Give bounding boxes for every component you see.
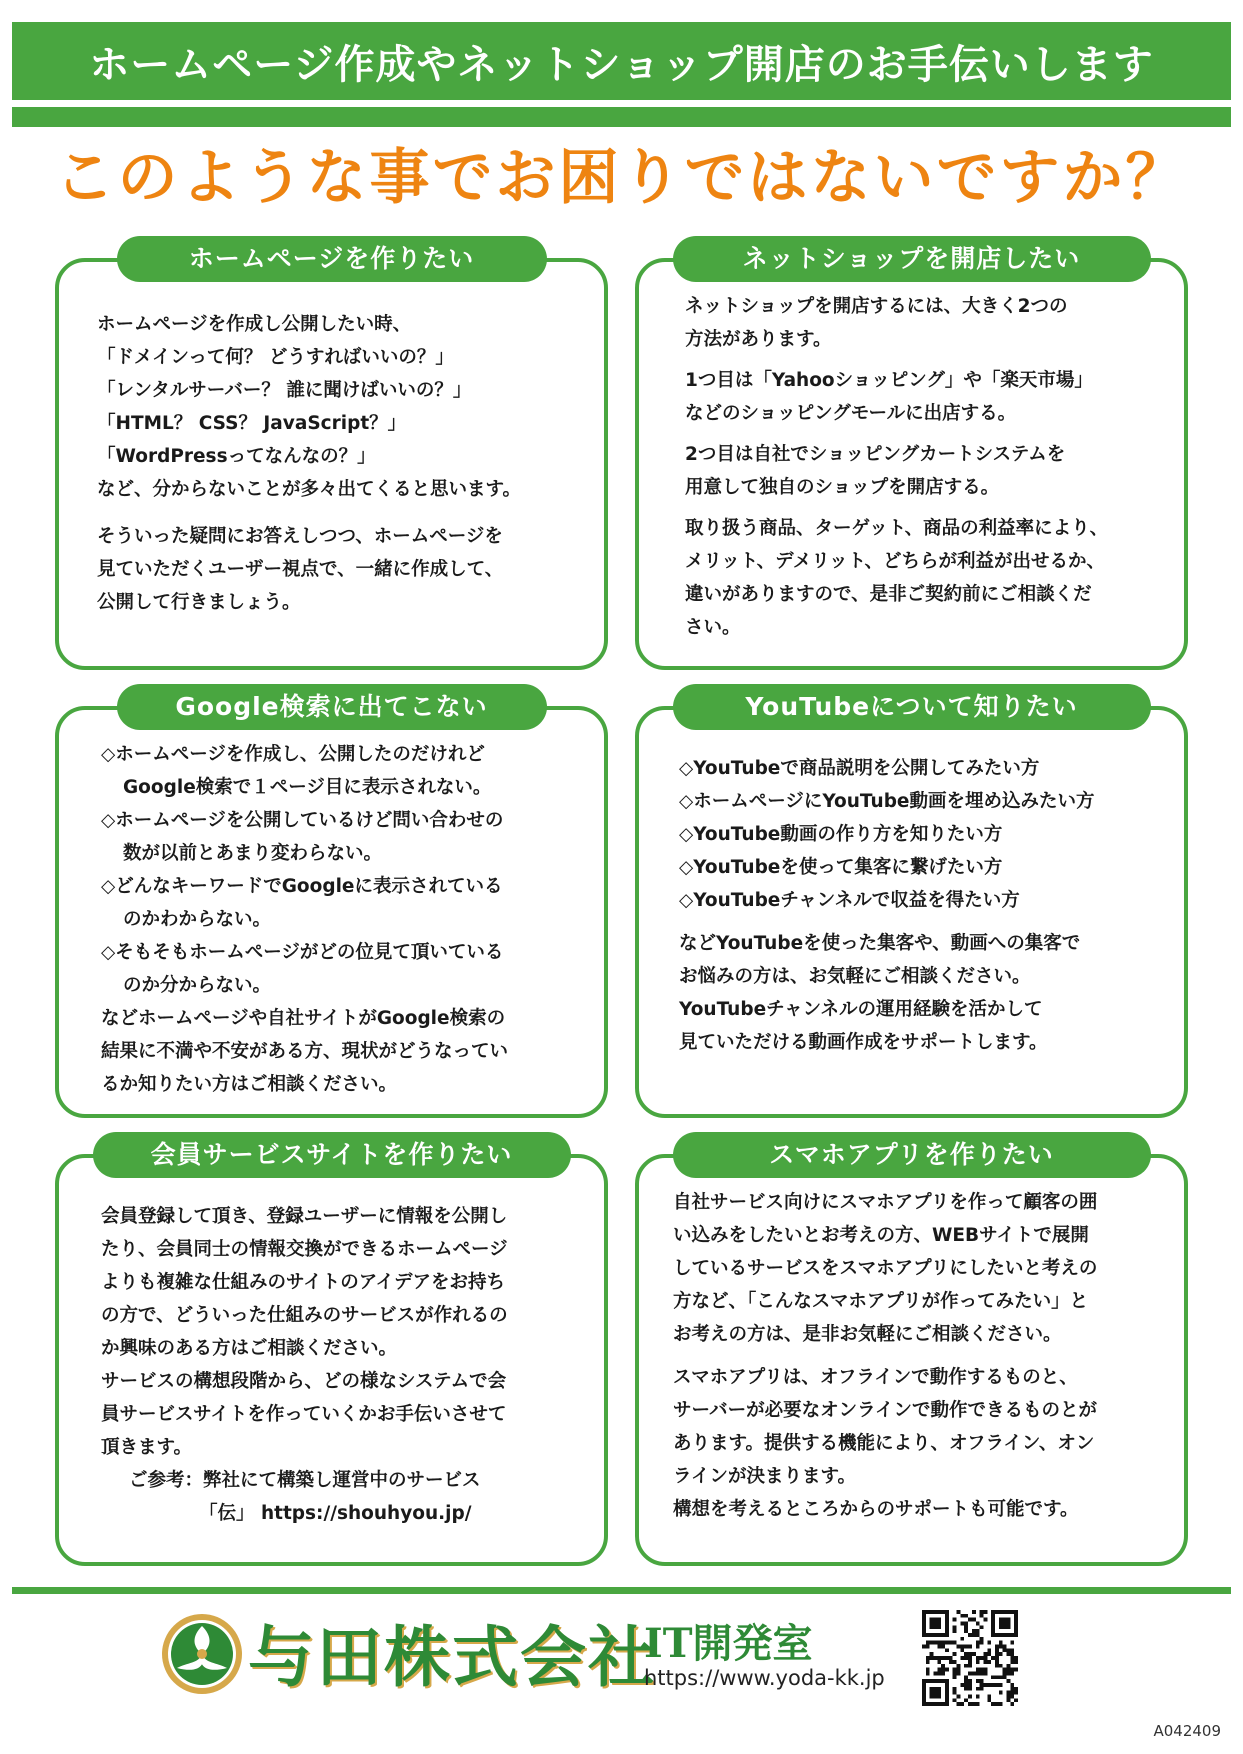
text-line: たり、会員同士の情報交換ができるホームページ <box>101 1239 508 1260</box>
paragraph-gap <box>679 917 1164 927</box>
paragraph-gap <box>685 504 1164 512</box>
text-line: などホームページや自社サイトがGoogle検索の <box>101 1008 506 1029</box>
text-line: 員サービスサイトを作っていくかお手伝いさせて <box>101 1404 507 1425</box>
website-url[interactable]: https://www.yoda-kk.jp <box>644 1666 885 1690</box>
company-logo-icon <box>160 1612 244 1696</box>
qr-code-icon[interactable] <box>922 1610 1018 1706</box>
text-line: そういった疑問にお答えしつつ、ホームページを <box>97 526 503 547</box>
text-line: か興味のある方はご相談ください。 <box>101 1338 398 1359</box>
card-netshop-body <box>685 290 1164 644</box>
text-line: 取り扱う商品、ターゲット、商品の利益率により、 <box>685 518 1109 539</box>
text-line: ネットショップを開店するには、大きく2つの <box>685 296 1068 317</box>
card-homepage-title: ホームページを作りたい <box>117 236 547 282</box>
text-line: 方など、「こんなスマホアプリが作ってみたい」と <box>673 1291 1089 1312</box>
text-line: Google検索で１ページ目に表示されない。 <box>123 777 492 798</box>
text-line: お考えの方は、是非お気軽にご相談ください。 <box>673 1324 1062 1345</box>
reference-link: 「伝」 https://shouhyou.jp/ <box>199 1503 472 1524</box>
text-line: YouTubeチャンネルの運用経験を活かして <box>679 999 1043 1020</box>
card-netshop-title: ネットショップを開店したい <box>673 236 1151 282</box>
text-line: 「ドメインって何？ どうすればいいの？」 <box>97 347 454 368</box>
card-youtube-body <box>679 752 1164 1059</box>
document-code: A042409 <box>1153 1722 1221 1740</box>
paragraph-gap <box>685 430 1164 438</box>
text-line: ◇どんなキーワードでGoogleに表示されている <box>101 876 503 897</box>
card-homepage-body <box>97 308 584 619</box>
card-member <box>55 1140 608 1566</box>
text-line: などYouTubeを使った集客や、動画への集客で <box>679 933 1081 954</box>
header-stripe <box>12 107 1231 127</box>
text-line: など、分からないことが多々出てくると思います。 <box>97 479 522 500</box>
text-line: しているサービスをスマホアプリにしたいと考えの <box>673 1258 1098 1279</box>
text-line: 1つ目は「Yahooショッピング」や「楽天市場」 <box>685 370 1093 391</box>
card-google-body <box>101 738 584 1101</box>
text-line: 自社サービス向けにスマホアプリを作って顧客の囲 <box>673 1192 1098 1213</box>
text-line: お悩みの方は、お気軽にご相談ください。 <box>679 966 1031 987</box>
paragraph-gap <box>673 1351 1164 1361</box>
text-line: ◇YouTubeを使って集客に繋げたい方 <box>679 857 1003 878</box>
text-line: ◇ホームページにYouTube動画を埋め込みたい方 <box>679 791 1095 812</box>
text-line: 「レンタルサーバー？ 誰に聞けばいいの？」 <box>97 380 472 401</box>
text-line: 見ていただける動画作成をサポートします。 <box>679 1032 1048 1053</box>
text-line: などのショッピングモールに出店する。 <box>685 403 1017 424</box>
header-banner-text: ホームページ作成やネットショップ開店のお手伝いします <box>89 41 1154 88</box>
text-line: ホームページを作成し公開したい時、 <box>97 314 412 335</box>
card-homepage <box>55 244 608 670</box>
reference-line: ご参考：弊社にて構築し運営中のサービス <box>129 1470 481 1491</box>
text-line: 結果に不満や不安がある方、現状がどうなってい <box>101 1041 509 1062</box>
text-line: 公開して行きましょう。 <box>97 592 301 613</box>
text-line: 頂きます。 <box>101 1437 193 1458</box>
card-app-title: スマホアプリを作りたい <box>673 1132 1151 1178</box>
card-app <box>635 1140 1188 1566</box>
text-line: 数が以前とあまり変わらない。 <box>123 843 383 864</box>
footer-divider <box>12 1587 1231 1594</box>
text-line: 違いがありますので、是非ご契約前にご相談くだ <box>685 584 1092 605</box>
header-banner <box>12 22 1231 100</box>
card-member-body <box>101 1200 584 1530</box>
text-line: ◇YouTubeで商品説明を公開してみたい方 <box>679 758 1040 779</box>
text-line: の方で、どういった仕組みのサービスが作れるの <box>101 1305 508 1326</box>
text-line: スマホアプリは、オフラインで動作するものと、 <box>673 1367 1078 1388</box>
text-line: い込みをしたいとお考えの方、WEBサイトで展開 <box>673 1225 1089 1246</box>
text-line: のかわからない。 <box>123 909 272 930</box>
paragraph-gap <box>685 356 1164 364</box>
text-line: ◇そもそもホームページがどの位見て頂いている <box>101 942 504 963</box>
text-line: のか分からない。 <box>123 975 272 996</box>
text-line: メリット、デメリット、どちらが利益が出せるか、 <box>685 551 1105 572</box>
text-line: ◇YouTubeチャンネルで収益を得たい方 <box>679 890 1020 911</box>
text-line: 方法があります。 <box>685 329 832 350</box>
text-line: 「WordPressってなんなの？」 <box>97 446 376 467</box>
text-line: ◇ホームページを作成し、公開したのだけれど <box>101 744 485 765</box>
card-netshop <box>635 244 1188 670</box>
text-line: あります。提供する機能により、オフライン、オン <box>673 1433 1095 1454</box>
card-google <box>55 692 608 1118</box>
text-line: ◇YouTube動画の作り方を知りたい方 <box>679 824 1003 845</box>
department-name: IT開発室 <box>644 1620 813 1667</box>
text-line: るか知りたい方はご相談ください。 <box>101 1074 398 1095</box>
text-line: 会員登録して頂き、登録ユーザーに情報を公開し <box>101 1206 508 1227</box>
text-line: ラインが決まります。 <box>673 1466 856 1487</box>
text-line: 「HTML？ CSS？ JavaScript？」 <box>97 413 407 434</box>
card-member-title: 会員サービスサイトを作りたい <box>93 1132 571 1178</box>
card-youtube-title: YouTubeについて知りたい <box>673 684 1151 730</box>
text-line: さい。 <box>685 617 741 638</box>
card-google-title: Google検索に出てこない <box>117 684 547 730</box>
text-line: 2つ目は自社でショッピングカートシステムを <box>685 444 1066 465</box>
text-line: ◇ホームページを公開しているけど問い合わせの <box>101 810 504 831</box>
text-line: サーバーが必要なオンラインで動作できるものとが <box>673 1400 1098 1421</box>
page-headline: このような事でお困りではないですか？ <box>54 143 1189 213</box>
text-line: 見ていただくユーザー視点で、一緒に作成して、 <box>97 559 504 580</box>
text-line: 用意して独自のショップを開店する。 <box>685 477 1000 498</box>
text-line: 構想を考えるところからのサポートも可能です。 <box>673 1499 1079 1520</box>
card-youtube <box>635 692 1188 1118</box>
text-line: よりも複雑な仕組みのサイトのアイデアをお持ち <box>101 1272 506 1293</box>
company-name: 与田株式会社 <box>248 1618 656 1696</box>
text-line: サービスの構想段階から、どの様なシステムで会 <box>101 1371 507 1392</box>
card-app-body <box>673 1186 1164 1526</box>
paragraph-gap <box>97 506 584 520</box>
